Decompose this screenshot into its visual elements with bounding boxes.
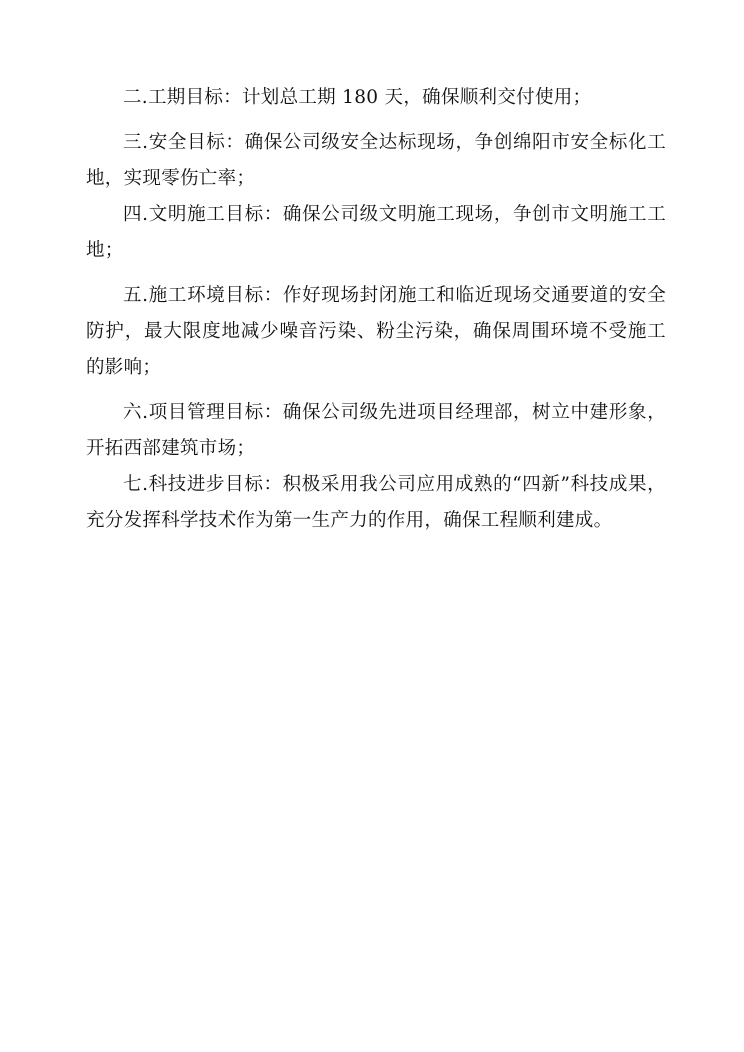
paragraph-spacer [86, 269, 666, 278]
paragraph-safety-goal: 三.安全目标：确保公司级安全达标现场，争创绵阳市安全标化工地，实现零伤亡率； [86, 132, 666, 189]
document-body [86, 80, 666, 539]
paragraph-spacer [86, 116, 666, 125]
paragraph-technology-goal: 七.科技进步目标：积极采用我公司应用成熟的“四新”科技成果，充分发挥科学技术作为第一生产力的作用，确保工程顺利建成。 [86, 474, 666, 531]
paragraph-schedule-goal: 二.工期目标：计划总工期 180 天，确保顺利交付使用； [123, 87, 592, 108]
paragraph-spacer [86, 386, 666, 395]
paragraph-civilized-construction-goal: 四.文明施工目标：确保公司级文明施工现场，争创市文明施工工地； [86, 204, 666, 261]
paragraph-project-management-goal: 六.项目管理目标：确保公司级先进项目经理部，树立中建形象，开拓西部建筑市场； [86, 402, 666, 459]
paragraph-environment-goal: 五.施工环境目标：作好现场封闭施工和临近现场交通要道的安全防护，最大限度地减少噪音污染、粉尘污染，确保周围环境不受施工的影响； [86, 285, 666, 378]
